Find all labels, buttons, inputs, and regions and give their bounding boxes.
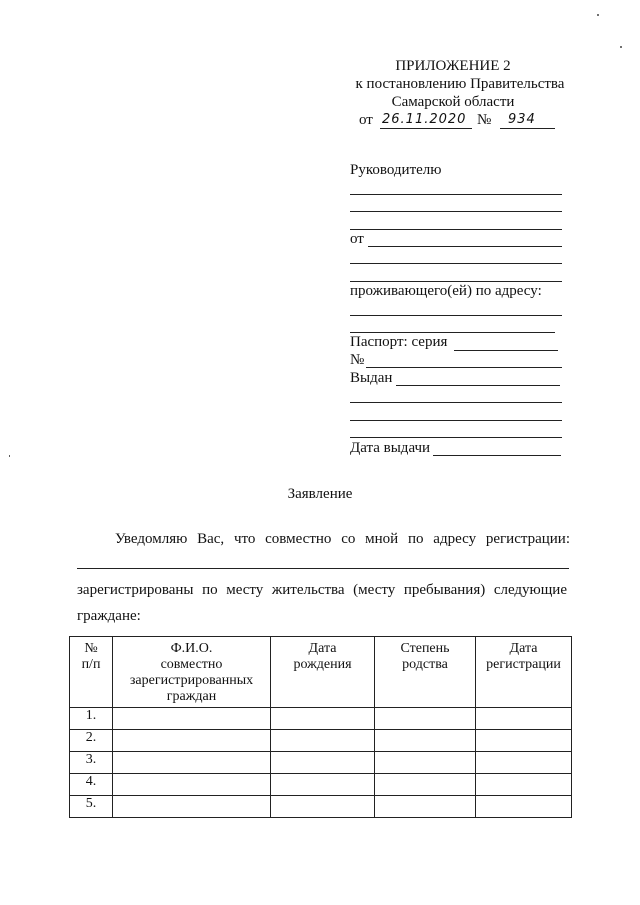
empty-cell — [271, 752, 375, 774]
blank-line — [433, 455, 561, 456]
empty-cell — [476, 752, 572, 774]
header-line: зарегистрированных — [129, 673, 254, 688]
number-sign: № — [477, 112, 492, 128]
header-line: регистрации — [486, 657, 561, 672]
row-number-cell: 5. — [70, 796, 113, 818]
blank-line — [77, 568, 569, 569]
header-line: № — [84, 641, 98, 656]
empty-cell — [271, 796, 375, 818]
row-number-cell: 3. — [70, 752, 113, 774]
empty-cell — [271, 730, 375, 752]
empty-cell — [375, 708, 476, 730]
empty-cell — [271, 708, 375, 730]
column-header-registration-date — [476, 637, 572, 708]
empty-cell — [375, 752, 476, 774]
blank-line — [350, 263, 562, 264]
scan-speck — [9, 455, 10, 457]
empty-cell — [476, 730, 572, 752]
statement-paragraph-1: Уведомляю Вас, что совместно со мной по адресу регистрации: — [115, 531, 570, 547]
blank-line — [350, 402, 562, 403]
issued-by-label: Выдан — [350, 370, 393, 386]
blank-line — [366, 367, 562, 368]
column-header-full-name — [113, 637, 271, 708]
from-label: от — [350, 231, 364, 247]
blank-line — [396, 385, 560, 386]
appendix-subtitle-2: Самарской области — [391, 94, 515, 110]
header-line: рождения — [293, 657, 352, 672]
table-row — [70, 752, 572, 774]
header-line: Степень — [400, 641, 450, 656]
decree-number-underline — [500, 128, 555, 129]
empty-cell — [113, 752, 271, 774]
table-row — [70, 796, 572, 818]
to-label: Руководителю — [350, 162, 442, 178]
table-header-row — [70, 637, 572, 708]
appendix-subtitle-1: к постановлению Правительства — [355, 76, 565, 92]
row-number-cell: 2. — [70, 730, 113, 752]
statement-paragraph-2: зарегистрированы по месту жительства (месту пребывания) следующие — [77, 582, 567, 598]
residing-label: проживающего(ей) по адресу: — [350, 283, 542, 299]
row-number-cell: 4. — [70, 774, 113, 796]
statement-paragraph-3: граждане: — [77, 608, 141, 624]
empty-cell — [113, 708, 271, 730]
header-line: граждан — [166, 689, 217, 704]
header-line: совместно — [160, 657, 223, 672]
empty-cell — [113, 796, 271, 818]
table-row — [70, 774, 572, 796]
blank-line — [350, 194, 562, 195]
blank-line — [350, 420, 562, 421]
header-line: Дата — [509, 641, 538, 656]
column-header-relationship — [375, 637, 476, 708]
passport-series-label: Паспорт: серия — [350, 334, 448, 350]
empty-cell — [476, 774, 572, 796]
scan-speck — [620, 46, 622, 48]
passport-number-label: № — [350, 352, 365, 368]
blank-line — [454, 350, 558, 351]
blank-line — [350, 332, 555, 333]
empty-cell — [113, 730, 271, 752]
header-line: Дата — [308, 641, 337, 656]
header-line: п/п — [81, 657, 101, 672]
blank-line — [350, 281, 562, 282]
empty-cell — [476, 708, 572, 730]
column-header-birth-date — [271, 637, 375, 708]
blank-line — [350, 437, 562, 438]
decree-date: 26.11.2020 — [382, 112, 467, 127]
blank-line — [350, 315, 562, 316]
blank-line — [368, 246, 562, 247]
appendix-title: ПРИЛОЖЕНИЕ 2 — [395, 58, 511, 74]
scan-speck — [597, 14, 599, 16]
date-prefix: от — [359, 112, 373, 128]
row-number-cell: 1. — [70, 708, 113, 730]
table-row — [70, 730, 572, 752]
empty-cell — [375, 730, 476, 752]
header-line: Ф.И.О. — [170, 641, 213, 656]
issue-date-label: Дата выдачи — [350, 440, 431, 456]
header-line: родства — [402, 657, 448, 672]
statement-title: Заявление — [287, 486, 353, 502]
blank-line — [350, 229, 562, 230]
empty-cell — [271, 774, 375, 796]
empty-cell — [113, 774, 271, 796]
empty-cell — [476, 796, 572, 818]
blank-line — [350, 211, 562, 212]
decree-date-underline — [380, 128, 472, 129]
empty-cell — [375, 796, 476, 818]
table-row — [70, 708, 572, 730]
empty-cell — [375, 774, 476, 796]
column-header-number — [70, 637, 113, 708]
decree-number: 934 — [508, 112, 536, 127]
residents-table — [69, 636, 572, 818]
